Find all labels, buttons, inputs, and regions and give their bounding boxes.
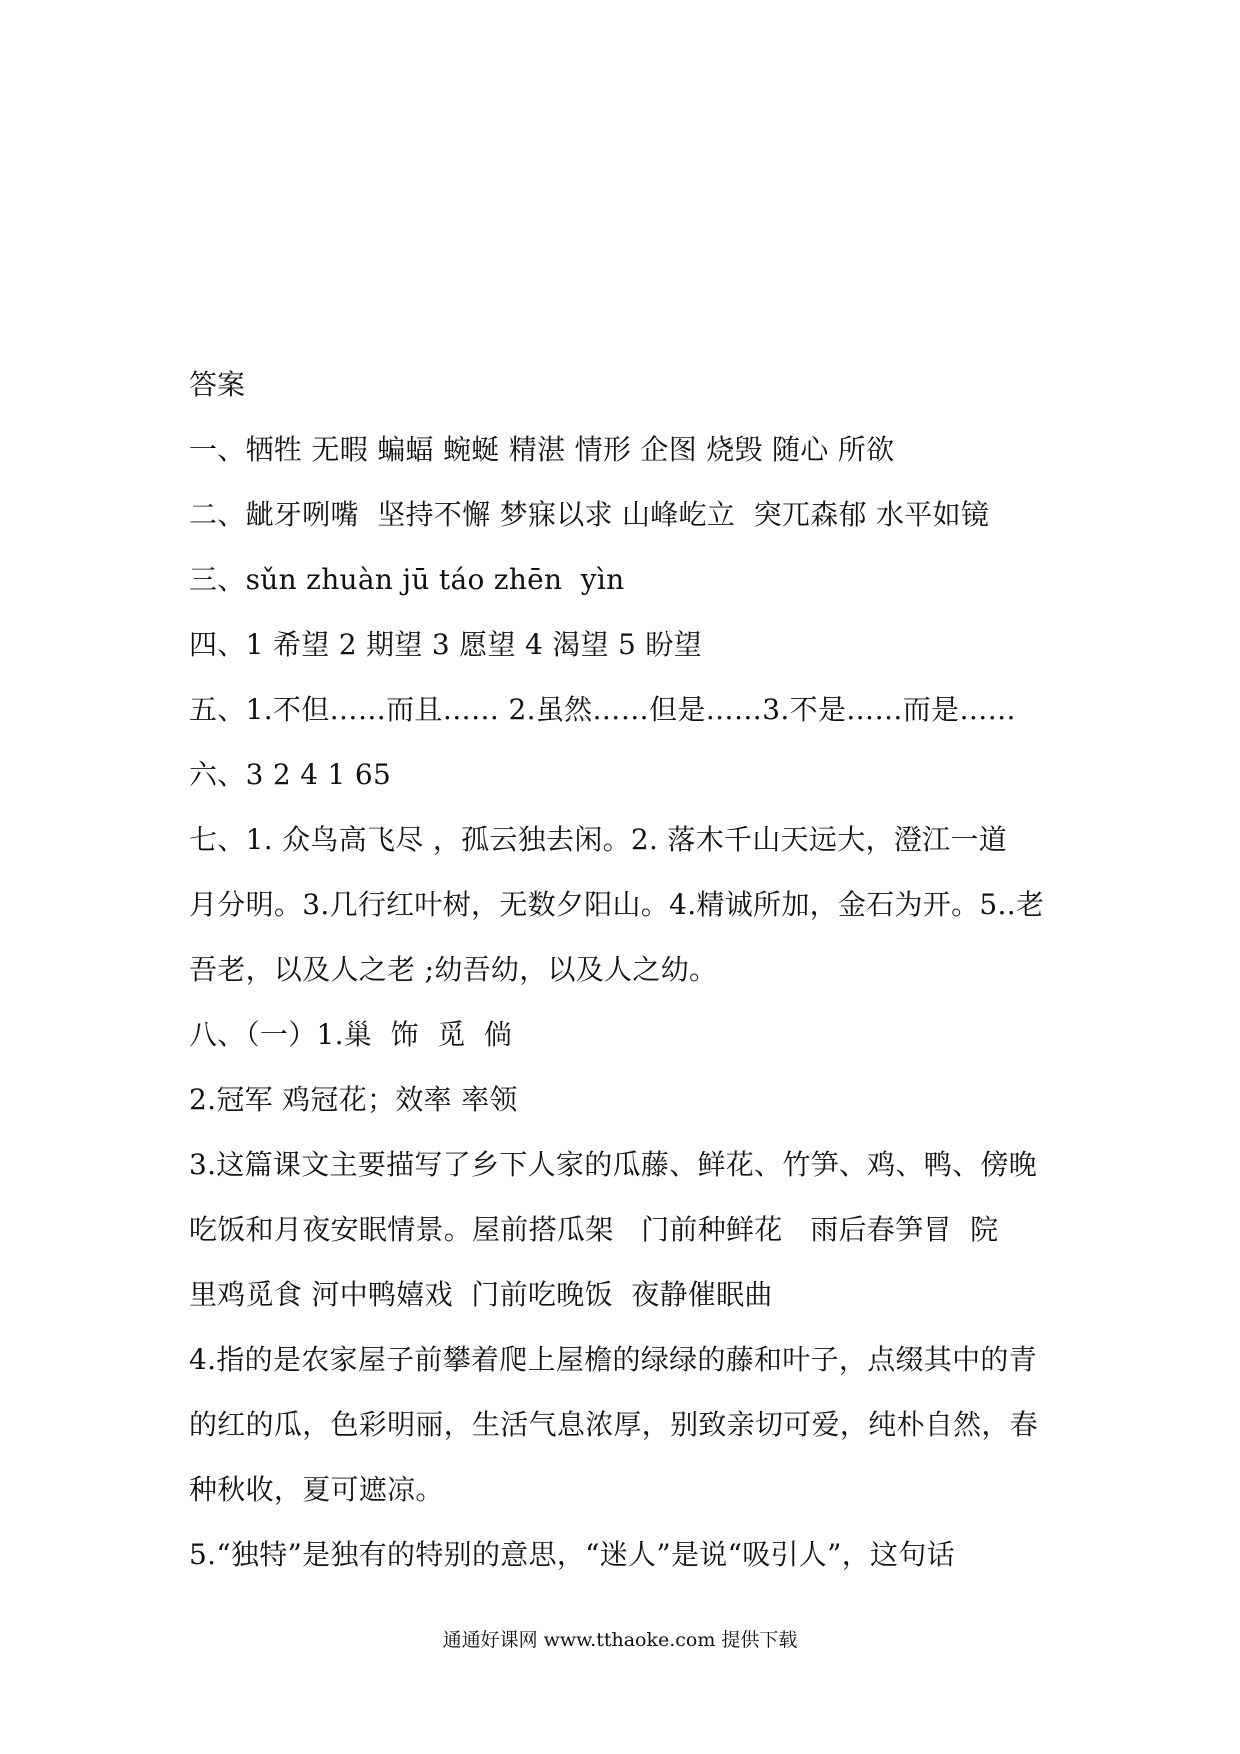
answer-line-4: 四、1 希望 2 期望 3 愿望 4 渴望 5 盼望 — [189, 628, 702, 661]
answer-line-15: 4.指的是农家屋子前攀着爬上屋檐的绿绿的藤和叶子，点缀其中的青 — [189, 1343, 1038, 1376]
answer-line-9: 吾老，以及人之老 ;幼吾幼，以及人之幼。 — [189, 953, 718, 986]
page-footer: 通通好课网 www.tthaoke.com 提供下载 — [442, 1629, 798, 1651]
answer-line-6: 六、3 2 4 1 65 — [189, 758, 392, 791]
answer-line-7: 七、1. 众鸟高飞尽 ，孤云独去闲。2. 落木千山天远大，澄江一道 — [189, 823, 1008, 856]
answer-line-10: 八、（一）1.巢 饰 觅 倘 — [189, 1018, 513, 1051]
answer-line-1: 一、牺牲 无暇 蝙蝠 蜿蜒 精湛 情形 企图 烧毁 随心 所欲 — [189, 433, 895, 466]
answer-line-17: 种秋收，夏可遮凉。 — [189, 1473, 444, 1506]
answer-line-14: 里鸡觅食 河中鸭嬉戏 门前吃晚饭 夜静催眠曲 — [189, 1278, 773, 1311]
answer-line-12: 3.这篇课文主要描写了乡下人家的瓜藤、鲜花、竹笋、鸡、鸭、傍晚 — [189, 1148, 1038, 1181]
answer-line-3: 三、sǔn zhuàn jū táo zhēn yìn — [189, 563, 625, 596]
answer-content — [189, 352, 1069, 1587]
answer-line-16: 的红的瓜，色彩明丽，生活气息浓厚，别致亲切可爱，纯朴自然，春 — [189, 1408, 1039, 1441]
answer-line-13: 吃饭和月夜安眠情景。屋前搭瓜架 门前种鲜花 雨后春笋冒 院 — [189, 1213, 999, 1246]
answer-line-18: 5.“独特”是独有的特别的意思，“迷人”是说“吸引人”，这句话 — [189, 1538, 955, 1571]
answer-line-11: 2.冠军 鸡冠花；效率 率领 — [189, 1083, 518, 1116]
answer-line-8: 月分明。3.几行红叶树，无数夕阳山。4.精诚所加，金石为开。5..老 — [189, 888, 1045, 921]
answer-line-2: 二、龇牙咧嘴 坚持不懈 梦寐以求 山峰屹立 突兀森郁 水平如镜 — [189, 498, 990, 531]
answer-title: 答案 — [189, 368, 246, 401]
answer-line-5: 五、1.不但……而且…… 2.虽然……但是……3.不是……而是…… — [189, 693, 1016, 726]
